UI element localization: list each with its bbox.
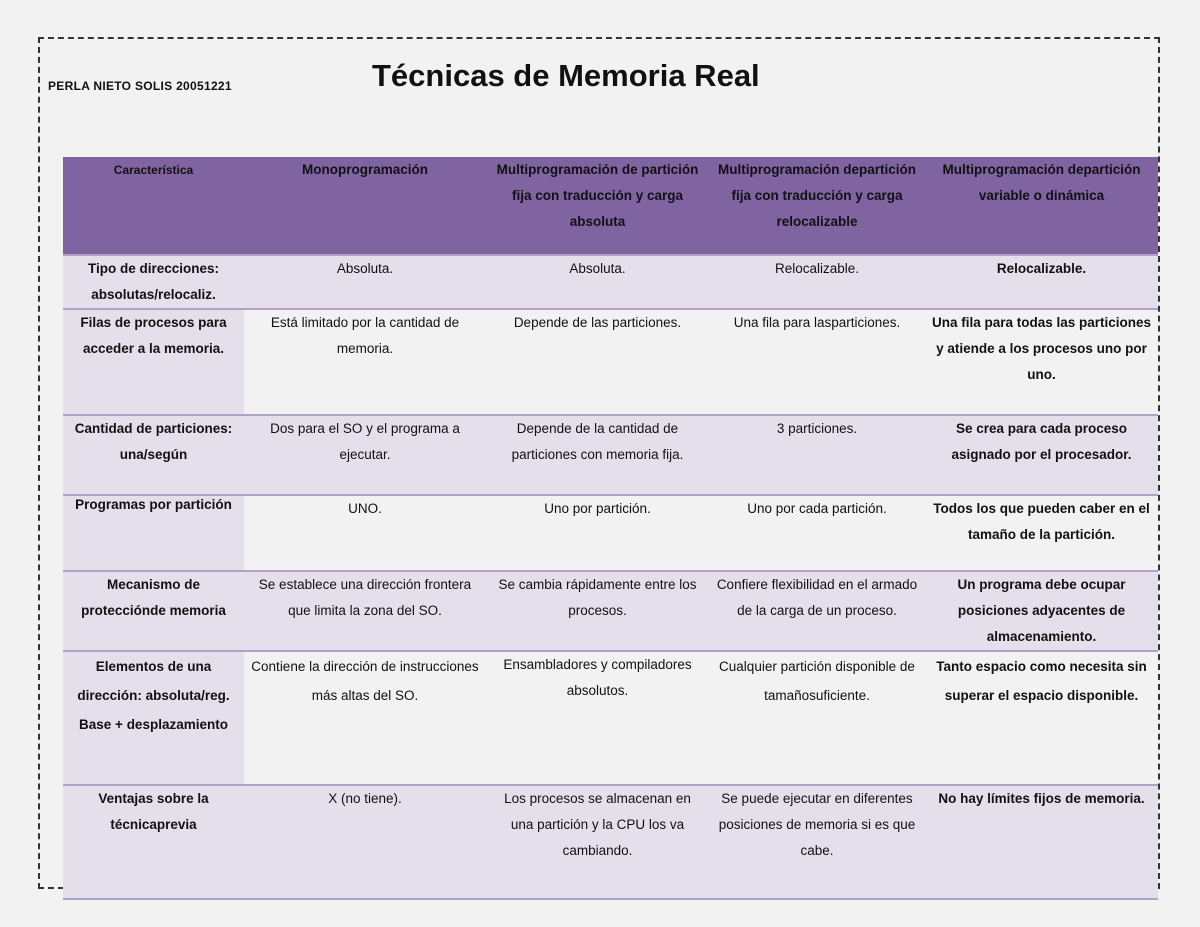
table-cell: UNO. (244, 495, 486, 571)
table-cell: Programas por partición (63, 495, 244, 571)
table-row (63, 255, 1158, 309)
column-header: Multiprogramación departición fija con traducción y carga relocalizable (709, 157, 925, 255)
table-cell: Absoluta. (486, 255, 709, 309)
table-cell: Ventajas sobre la técnicaprevia (63, 785, 244, 899)
table-cell: Ensambladores y compiladores absolutos. (486, 651, 709, 785)
table-cell: Depende de las particiones. (486, 309, 709, 415)
table-cell: Confiere flexibilidad en el armado de la carga de un proceso. (709, 571, 925, 651)
table-cell: Un programa debe ocupar posiciones adyacentes de almacenamiento. (925, 571, 1158, 651)
table-row (63, 651, 1158, 785)
page-title: Técnicas de Memoria Real (372, 58, 760, 93)
table-row (63, 415, 1158, 495)
table-cell: Relocalizable. (709, 255, 925, 309)
column-header: Monoprogramación (244, 157, 486, 255)
table-cell: Se establece una dirección frontera que limita la zona del SO. (244, 571, 486, 651)
table-row (63, 571, 1158, 651)
table-cell: Tipo de direcciones: absolutas/relocaliz. (63, 255, 244, 309)
table-cell: Tanto espacio como necesita sin superar el espacio disponible. (925, 651, 1158, 785)
table-cell: Dos para el SO y el programa a ejecutar. (244, 415, 486, 495)
table-cell: Uno por cada partición. (709, 495, 925, 571)
table-cell: No hay límites fijos de memoria. (925, 785, 1158, 899)
column-header: Multiprogramación departición variable o dinámica (925, 157, 1158, 255)
table-cell: Depende de la cantidad de particiones con memoria fija. (486, 415, 709, 495)
table-cell: X (no tiene). (244, 785, 486, 899)
table-header-row (63, 157, 1158, 255)
table-cell: Relocalizable. (925, 255, 1158, 309)
column-header: Multiprogramación de partición fija con traducción y carga absoluta (486, 157, 709, 255)
table-cell: Uno por partición. (486, 495, 709, 571)
table-row (63, 495, 1158, 571)
table-row (63, 309, 1158, 415)
table-cell: Se puede ejecutar en diferentes posiciones de memoria si es que cabe. (709, 785, 925, 899)
memory-techniques-table (63, 157, 1158, 900)
table-cell: Los procesos se almacenan en una partición y la CPU los va cambiando. (486, 785, 709, 899)
table-cell: 3 particiones. (709, 415, 925, 495)
table-cell: Está limitado por la cantidad de memoria. (244, 309, 486, 415)
table-cell: Todos los que pueden caber en el tamaño de la partición. (925, 495, 1158, 571)
column-header: Característica (63, 157, 244, 255)
table-cell: Cantidad de particiones: una/según (63, 415, 244, 495)
table-cell: Se crea para cada proceso asignado por el procesador. (925, 415, 1158, 495)
table-cell: Mecanismo de proteccióndе memoria (63, 571, 244, 651)
table-row (63, 785, 1158, 899)
table-cell: Cualquier partición disponible de tamañosuficiente. (709, 651, 925, 785)
table-cell: Una fila para todas las particiones y atiende a los procesos uno por uno. (925, 309, 1158, 415)
author-name: PERLA NIETO SOLIS 20051221 (48, 79, 232, 93)
table-cell: Absoluta. (244, 255, 486, 309)
table-cell: Una fila para lasparticiones. (709, 309, 925, 415)
table-cell: Contiene la dirección de instrucciones más altas del SO. (244, 651, 486, 785)
table-cell: Se cambia rápidamente entre los procesos. (486, 571, 709, 651)
table-cell: Elementos de una dirección: absoluta/reg. Base + desplazamiento (63, 651, 244, 785)
table-cell: Filas de procesos para acceder a la memoria. (63, 309, 244, 415)
